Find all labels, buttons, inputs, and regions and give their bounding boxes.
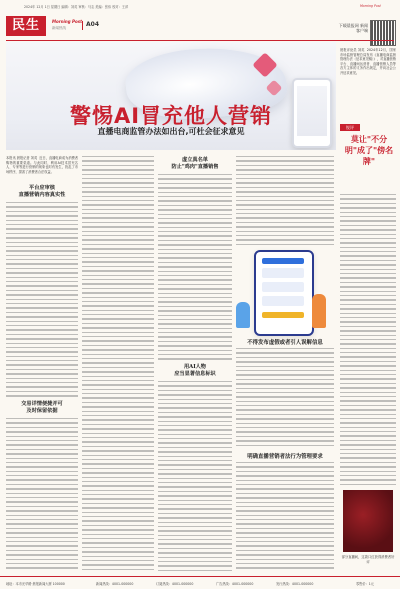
footer-address: 地址：本市光华路·晨报新闻大厦 100000 [6,582,65,586]
hero-banner [6,42,336,150]
person-figure-icon [236,302,250,328]
person-figure-icon [312,294,326,328]
subhead-ai-person: 用AI人物 [183,364,206,370]
qr-label: 下载晨报网 新闻客户端 [338,23,368,33]
main-headline: 警惕AI冒充他人营销 [69,104,273,128]
subhead-no-false-info: 不得发布虚假或者引人误解信息 [247,340,323,346]
article-body-col4-3 [236,462,334,572]
issue-date-line: 2024年 12月 1日 星期日 编辑：刘英 审核：马志 美编：张伟 校对：王萍 [24,5,129,9]
phone-card [262,268,304,278]
footer-ad-hotline: 广告热线：4001-000000 [216,582,254,586]
right-intro-paragraph: 晨报评论员 刘英 2024年12月，国家市场监督管理总局发布《直播电商监督管理办法（征求意见稿）》，对直播营销平台、直播间运营者、直播营销人员等各方主体的义务作出规定，并向社会公开征求意见。 [340,48,396,75]
commentary-body [340,194,396,488]
footer-bar [0,576,400,589]
subhead-transaction: 交易详情便捷并可 [21,401,63,407]
commentary-tab: 锐评 [340,124,360,131]
newspaper-brand: Morning Post [52,19,82,24]
phone-icon [254,250,314,336]
qr-code-icon[interactable] [370,20,396,46]
article-body-col3-2 [158,381,232,573]
lipstick-photo [343,490,393,552]
commentary-box [340,124,396,192]
footer-subscribe-hotline: 订阅热线：4001-000000 [156,582,194,586]
footer-news-hotline: 新闻热线：4001-000000 [96,582,134,586]
subhead-transaction-2: 及时保留依据 [26,408,58,414]
subhead-ai-person-2: 应当显著信息标识 [174,371,216,377]
lead-paragraph: 本报讯 晨报记者 刘英 近日，直播电商成为消费者购物的重要渠道。与此同时，利用AI技术冒充名人、专家等进行营销的现象也时有发生，扰乱了市场秩序，损害了消费者合法权益。 [6,156,78,174]
article-body-col2 [82,156,154,572]
masthead-divider [82,21,83,30]
section-title: 民生 [6,16,46,36]
newspaper-brand-sub: 新闻热线 [52,26,66,30]
phone-header-bar [262,258,304,264]
subhead-blacklist-2: 防止"鸡肉"直播销售 [171,164,219,170]
header-rule [6,40,394,41]
page-number: A04 [86,21,99,28]
article-body-left-1 [6,202,78,398]
article-body-col4-2 [236,348,334,448]
footer-distribution-hotline: 发行热线：4001-000000 [276,582,314,586]
subhead-platform-review: 平台应审核 [29,185,55,191]
top-meta-bar [0,0,400,12]
article-body-col4-1 [236,156,334,248]
commentary-title: 莫让"不分明"成了"傍名牌" [344,134,394,166]
ecommerce-illustration [236,250,330,332]
subhead-blacklist: 虚立真名单 [182,157,208,163]
article-body-left-2 [6,418,78,572]
phone-card [262,282,304,292]
subhead-platform-review-2: 直播营销内容真实性 [18,192,66,198]
main-subheadline: 直播电商监管办法如出台,可杜会征求意见 [97,127,245,136]
brand-small: Morning Post [360,4,381,8]
phone-button-bar [262,312,304,318]
footer-price: 零售价：1元 [356,582,374,586]
photo-caption: 部分直播间，这款口红获得消费者好评 [341,555,395,564]
subhead-management: 明确直播营销者法行为管理要求 [247,454,323,460]
phone-card [262,296,304,306]
article-body-col3-1 [158,174,232,360]
